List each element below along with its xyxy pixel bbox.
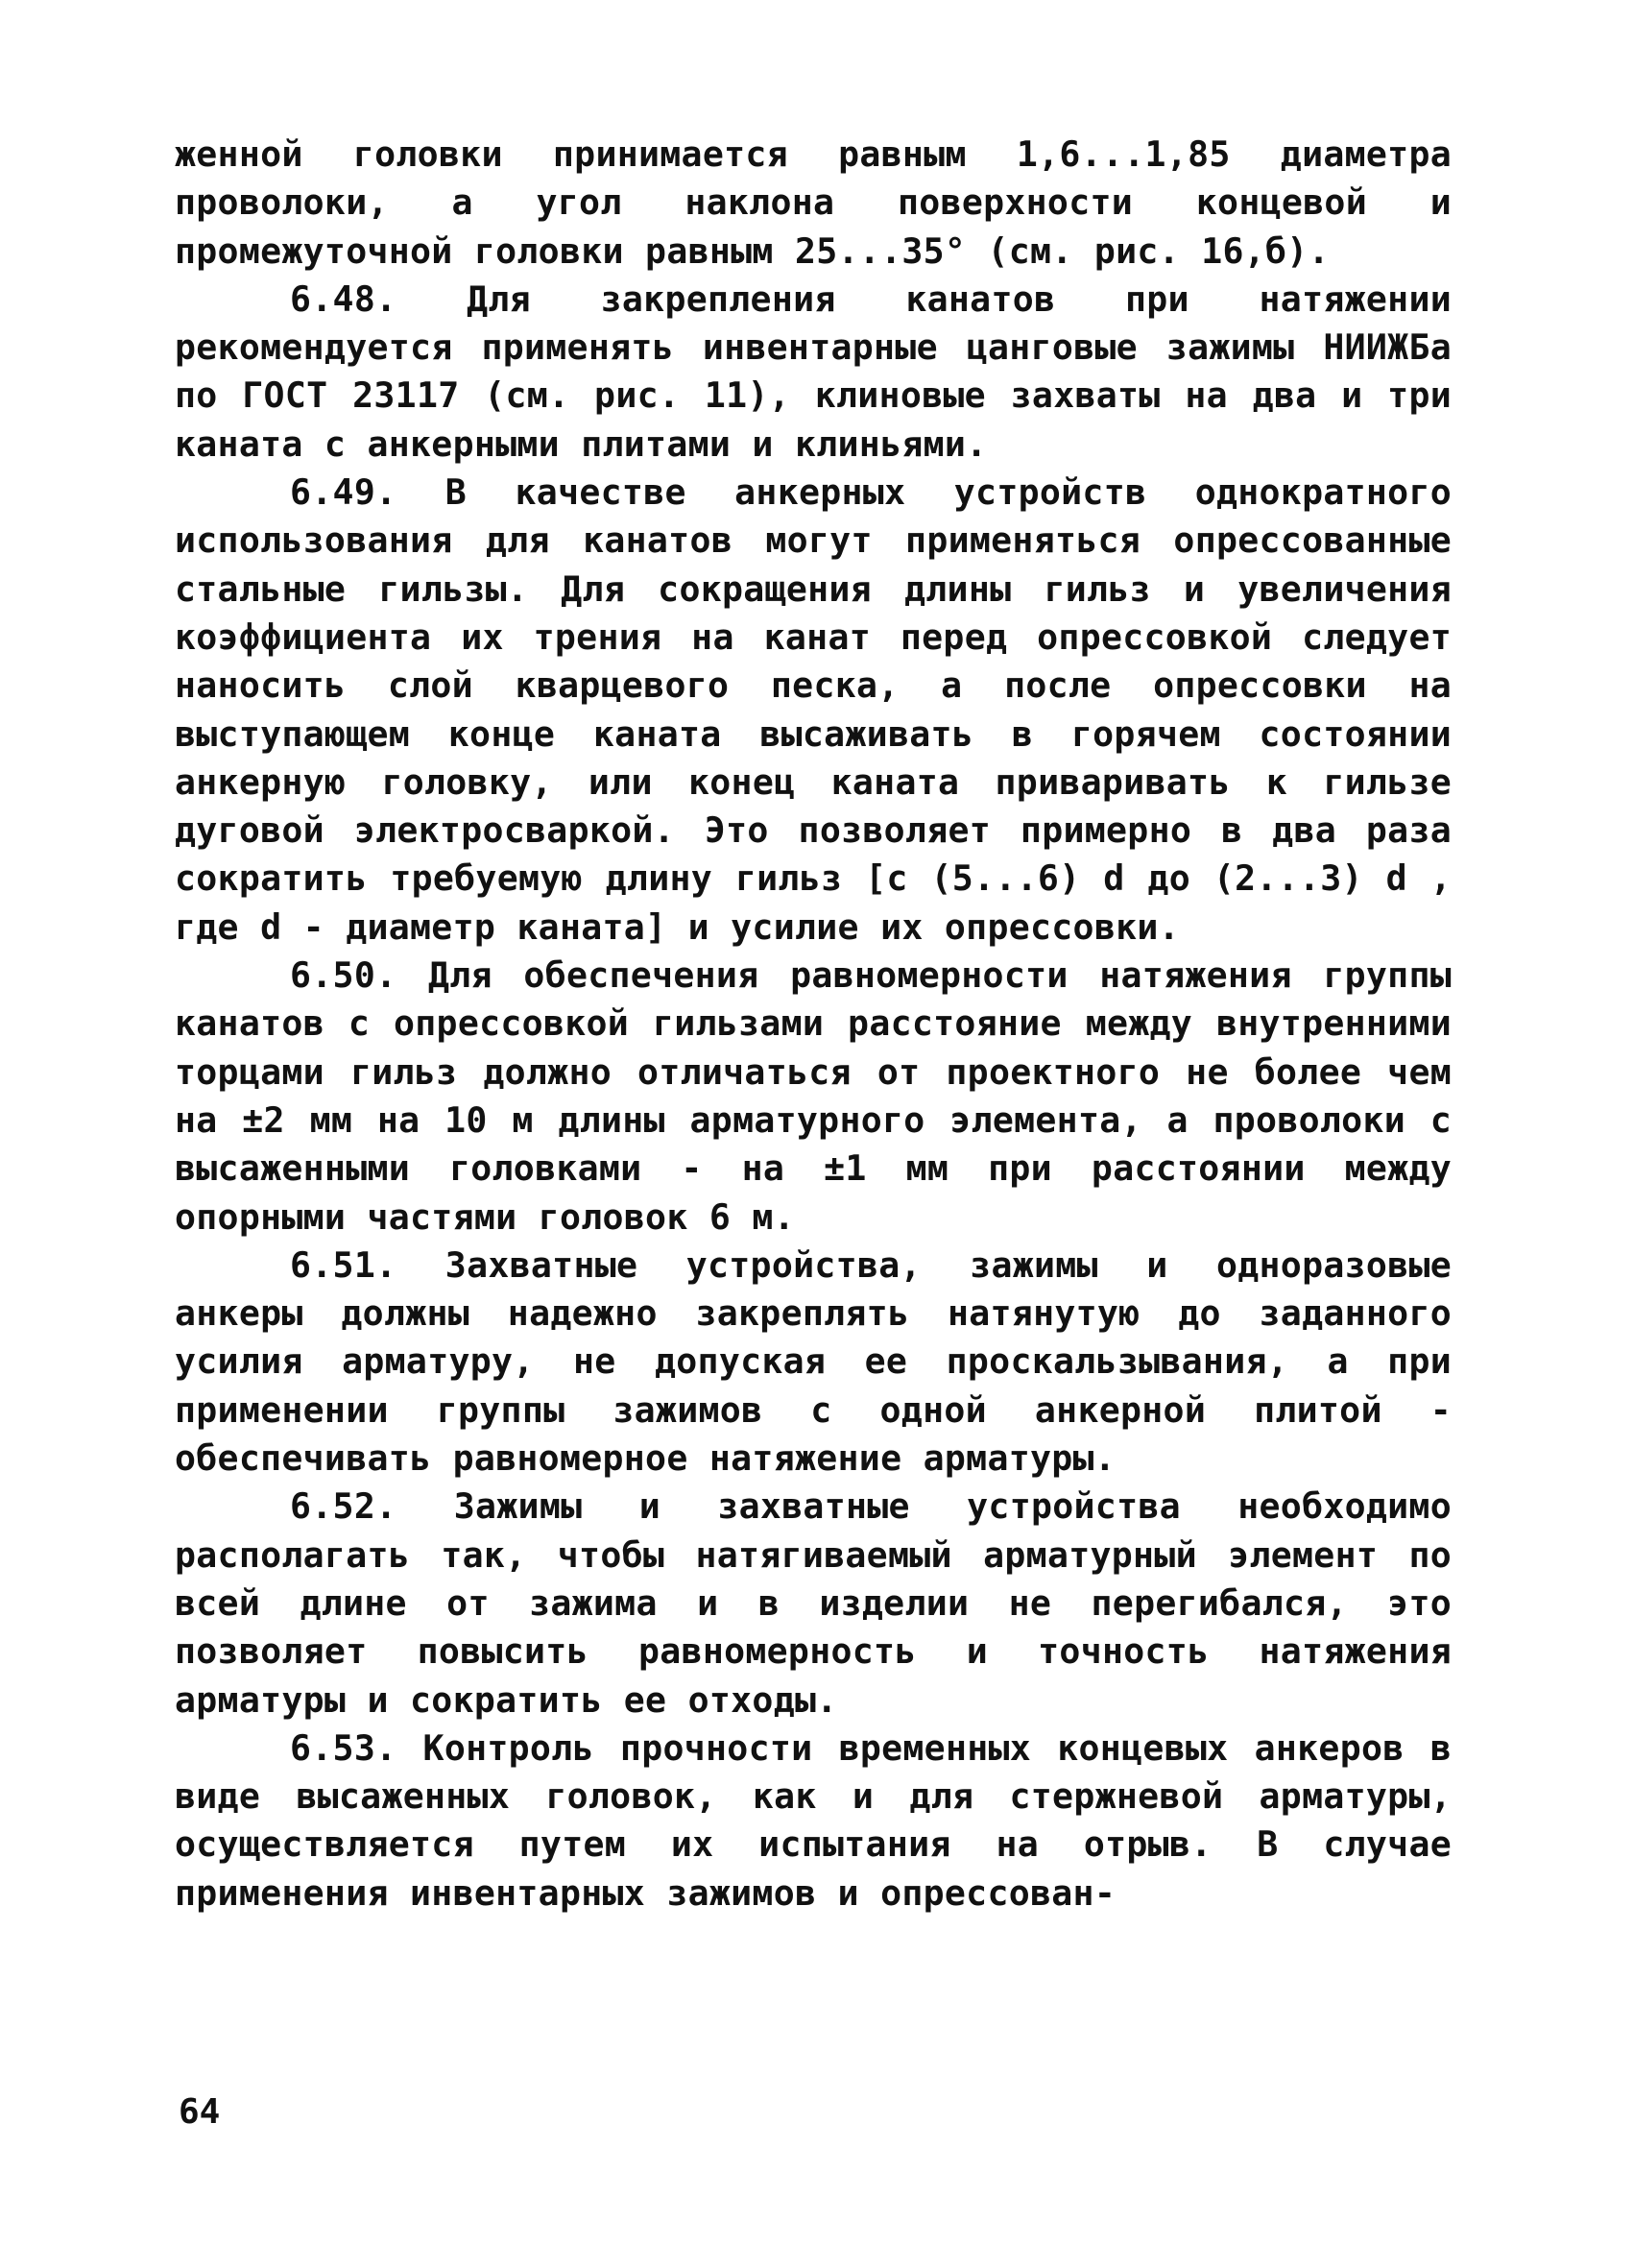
paragraph-6-52: 6.52. Зажимы и захватные устройства необходимо располагать так, чтобы натягиваемый арматурный элемент по всей длине от зажима и в изделии не перегибался, это позволяет повысить равномерность и точность натяжения арматуры и сократить ее отходы. (175, 1485, 1452, 1721)
paragraph-6-49: 6.49. В качестве анкерных устройств однократного использования для канатов могут применяться опрессованные стальные гильзы. Для сокращения длины гильз и увеличения коэффициента их трения на канат перед опрессовкой следует наносить слой кварцевого песка, а после опрессовки на выступающем конце каната высаживать в горячем состоянии анкерную головку, или конец каната приваривать к гильзе дуговой электросваркой. Это позволяет примерно в два раза сократить требуемую длину гильз [с (5...6) d до (2...3) d , где d - диаметр каната] и усилие их опрессовки. (175, 471, 1452, 948)
body-text (175, 131, 1452, 1918)
paragraph-6-53: 6.53. Контроль прочности временных концевых анкеров в виде высаженных головок, как и для стержневой арматуры, осуществляется путем их испытания на отрыв. В случае применения инвентарных зажимов и опрессован- (175, 1726, 1452, 1914)
paragraph-6-50: 6.50. Для обеспечения равномерности натяжения группы канатов с опрессовкой гильзами расстояние между внутренними торцами гильз должно отличаться от проектного не более чем на ±2 мм на 10 м длины арматурного элемента, а проволоки с высаженными головками - на ±1 мм при расстоянии между опорными частями головок 6 м. (175, 954, 1452, 1238)
page-number: 64 (179, 2092, 221, 2132)
paragraph-continuation: женной головки принимается равным 1,6...1,85 диаметра проволоки, а угол наклона поверхности концевой и промежуточной головки равным 25...35° (см. рис. 16,б). (175, 133, 1452, 272)
paragraph-6-51: 6.51. Захватные устройства, зажимы и одноразовые анкеры должны надежно закреплять натянутую до заданного усилия арматуру, не допуская ее проскальзывания, а при применении группы зажимов с одной анкерной плитой - обеспечивать равномерное натяжение арматуры. (175, 1243, 1452, 1480)
paragraph-6-48: 6.48. Для закрепления канатов при натяжении рекомендуется применять инвентарные цанговые зажимы НИИЖБа по ГОСТ 23117 (см. рис. 11), клиновые захваты на два и три каната с анкерными плитами и клиньями. (175, 277, 1452, 465)
